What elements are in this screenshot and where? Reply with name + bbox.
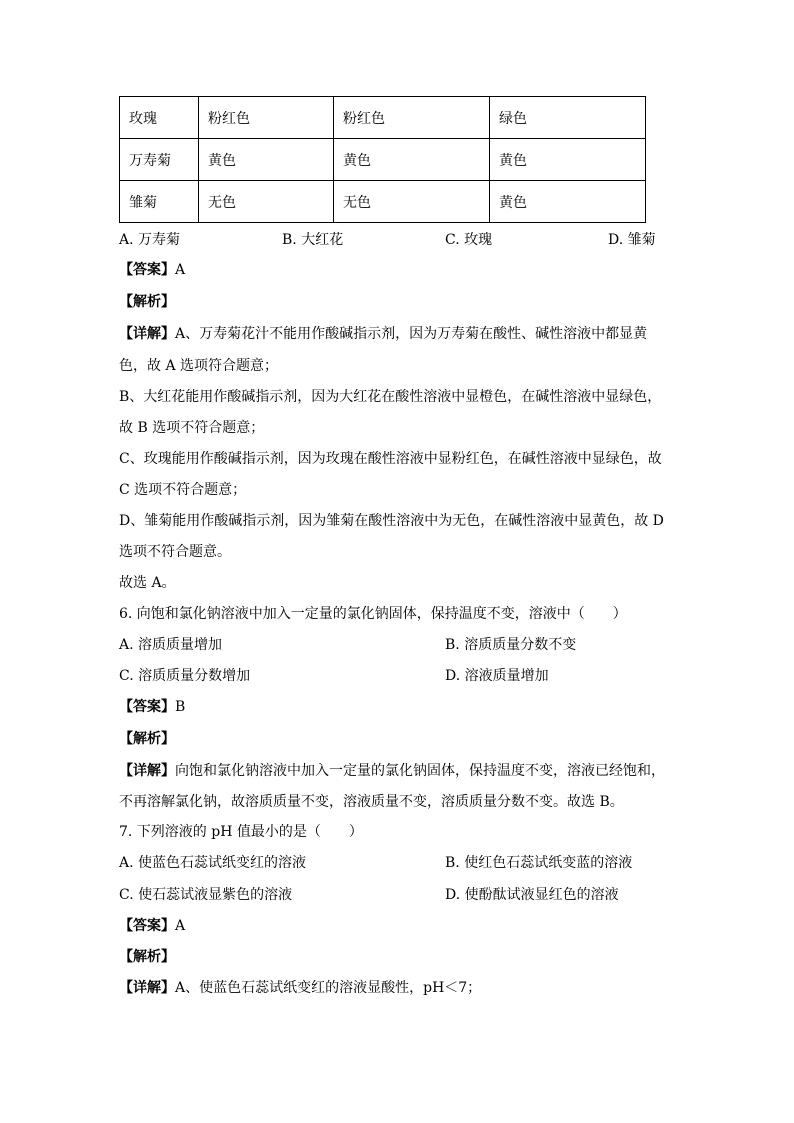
q5-analysis-tag: 【解析】 (119, 294, 175, 310)
table-cell: 无色 (334, 181, 490, 223)
table-cell: 黄色 (334, 139, 490, 181)
table-cell: 雏菊 (120, 181, 199, 223)
q5-option-a: A. 万寿菊 (119, 232, 181, 248)
q7-detail-line (119, 978, 481, 998)
q6-option-b: B. 溶质质量分数不变 (445, 637, 577, 653)
q5-detail-line: 选项不符合题意。 (119, 544, 231, 560)
q6-question: 6. 向饱和氯化钠溶液中加入一定量的氯化钠固体，保持温度不变，溶液中（ ） (119, 606, 627, 622)
flower-indicator-table (119, 96, 646, 223)
q5-option-d: D. 雏菊 (608, 232, 656, 248)
answer-value: A (175, 918, 186, 934)
table-cell: 黄色 (490, 181, 646, 223)
table-row (120, 97, 646, 139)
table-cell: 粉红色 (334, 97, 490, 139)
detail-tag: 【详解】 (119, 980, 175, 996)
q5-detail-line: D、雏菊能用作酸碱指示剂，因为雏菊在酸性溶液中为无色，在碱性溶液中显黄色，故 D (119, 513, 664, 529)
q7-option-c: C. 使石蕊试液显紫色的溶液 (119, 887, 293, 903)
answer-tag: 【答案】 (119, 918, 175, 934)
table-cell: 无色 (199, 181, 334, 223)
q6-answer (119, 697, 185, 717)
q5-detail-line: B、大红花能用作酸碱指示剂，因为大红花在酸性溶液中显橙色，在碱性溶液中显绿色， (119, 389, 662, 405)
answer-value: A (175, 262, 186, 278)
answer-tag: 【答案】 (119, 699, 175, 715)
q7-option-a: A. 使蓝色石蕊试纸变红的溶液 (119, 855, 307, 871)
q6-analysis-tag: 【解析】 (119, 731, 175, 747)
answer-value: B (175, 699, 186, 715)
answer-tag: 【答案】 (119, 262, 175, 278)
q5-detail-line: 故 B 选项不符合题意； (119, 420, 265, 436)
table-row (120, 181, 646, 223)
table-row (120, 139, 646, 181)
q7-answer (119, 916, 185, 936)
detail-tag: 【详解】 (119, 326, 175, 342)
q6-option-a: A. 溶质质量增加 (119, 637, 223, 653)
q5-conclusion: 故选 A。 (119, 575, 176, 591)
q5-detail-line: 色，故 A 选项符合题意； (119, 358, 279, 374)
q5-detail-line: C、玫瑰能用作酸碱指示剂，因为玫瑰在酸性溶液中显粉红色，在碱性溶液中显绿色，故 (119, 451, 662, 467)
q5-option-b: B. 大红花 (282, 232, 344, 248)
detail-text: A、万寿菊花汁不能用作酸碱指示剂，因为万寿菊在酸性、碱性溶液中都显黄 (175, 326, 648, 342)
q7-question: 7. 下列溶液的 pH 值最小的是（ ） (119, 824, 363, 840)
table-cell: 黄色 (199, 139, 334, 181)
q5-option-c: C. 玫瑰 (445, 232, 493, 248)
table-cell: 粉红色 (199, 97, 334, 139)
q6-detail-line (119, 761, 665, 781)
q5-answer (119, 260, 185, 280)
q7-option-d: D. 使酚酞试液显红色的溶液 (445, 887, 619, 903)
table-cell: 玫瑰 (120, 97, 199, 139)
q7-analysis-tag: 【解析】 (119, 949, 175, 965)
q7-option-b: B. 使红色石蕊试纸变蓝的溶液 (445, 855, 633, 871)
table-cell: 黄色 (490, 139, 646, 181)
detail-text: 向饱和氯化钠溶液中加入一定量的氯化钠固体，保持温度不变，溶液已经饱和， (175, 763, 665, 779)
table-cell: 万寿菊 (120, 139, 199, 181)
q6-option-d: D. 溶液质量增加 (445, 668, 549, 684)
q5-detail-line (119, 324, 647, 344)
q5-detail-line: C 选项不符合题意； (119, 482, 247, 498)
table-cell: 绿色 (490, 97, 646, 139)
q6-option-c: C. 溶质质量分数增加 (119, 668, 251, 684)
q6-detail-line: 不再溶解氯化钠，故溶质质量不变，溶液质量不变，溶质质量分数不变。故选 B。 (119, 794, 624, 810)
detail-tag: 【详解】 (119, 763, 175, 779)
detail-text: A、使蓝色石蕊试纸变红的溶液显酸性，pH＜7； (175, 980, 482, 996)
